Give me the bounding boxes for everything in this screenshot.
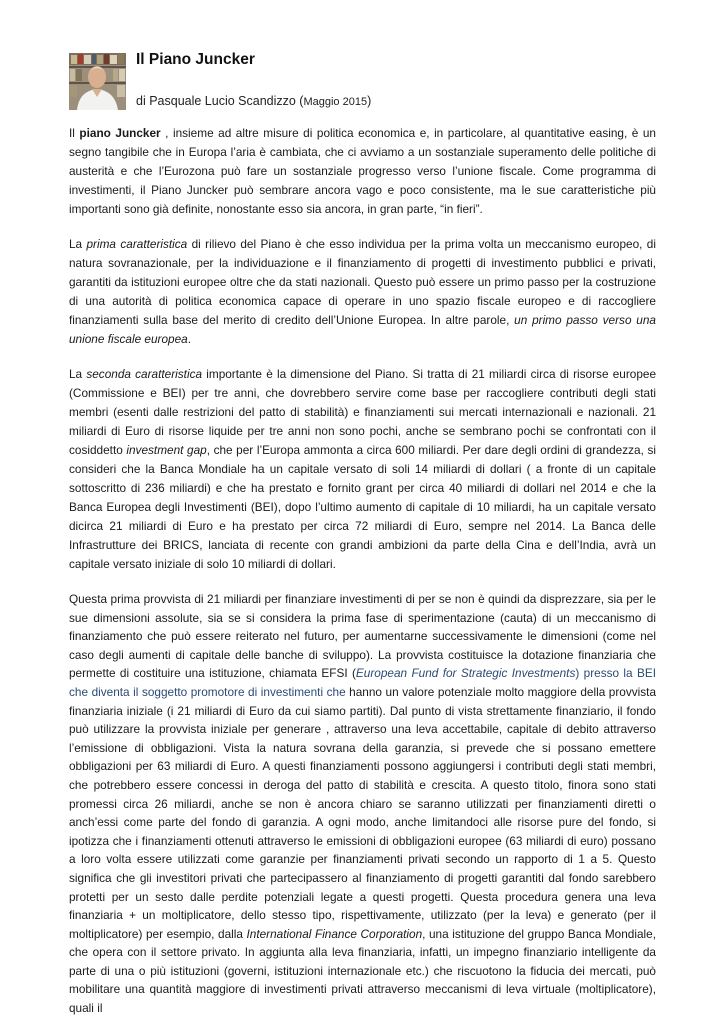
byline-date: Maggio 2015 — [303, 96, 368, 108]
byline-author: di Pasquale Lucio Scandizzo ( — [136, 94, 304, 108]
paragraph-1 — [69, 124, 656, 219]
italic-term: European Fund for Strategic Investments — [355, 666, 576, 681]
italic-term: un primo passo verso una unione fiscale europea — [69, 313, 656, 346]
text-run: . — [187, 332, 191, 346]
text-run: Il — [69, 126, 80, 140]
text-run: , che per l’Europa ammonta a circa 600 miliardi. Per dare degli ordini di grandezza, si consideri che la Banca Mondiale ha un capitale versato di soli 14 miliardi di dollari ( a fronte di un capitale sottoscritto di 236 miliardi) e che ha prestato e fornito grant per circa 40 miliardi di dollari nel 2014 e che la Banca Europea degli Investimenti (BEI), dopo l’ultimo aumento di capitale di 10 miliardi, ha un capitale versato dicirca 21 miliardi di Euro e ha prestato per circa 72 miliardi di Euro, sempre nel 2014. La Banca delle Infrastrutture dei BRICS, lanciata di recente con grandi ambizioni da parte della Cina e dell’India, avrà un capitale versato iniziale di solo 10 miliardi di dollari. — [69, 443, 656, 571]
italic-term: prima caratteristica — [86, 237, 188, 251]
document-title: Il Piano Juncker — [136, 51, 255, 68]
text-run: La — [69, 367, 87, 381]
byline — [136, 94, 371, 108]
italic-term: seconda caratteristica — [86, 367, 203, 381]
author-photo-image — [69, 53, 126, 110]
text-run: Questa prima provvista di 21 miliardi per finanziare investimenti di per se non è quindi da disprezzare, sia per le sue dimensioni assolute, sia se si considera la prima fase di sperimentazione (cauta) di un meccanismo di finanziamento che può essere reiterato nel futuro, per aumentarne successivamente le dimensioni (come nel caso degli aumenti di capitale delle banche di sviluppo). La provvista costituisce la dotazione finanziaria che permette di costituire una istituzione, chiamata EFSI ( — [69, 592, 656, 681]
text-run: di rilievo del Piano è che esso individua per la prima volta un meccanismo europeo, di natura sovranazionale, per la individuazione e il finanziamento di progetti di investimento pubblici e privati, garantiti da istituzioni europee oltre che da stati nazionali. Questo può essere un primo passo per la costruzione di una autorità di politica economica capace di operare in uno spazio fiscale europeo e di raccogliere finanziamenti sulla base del merito di credito dell’Unione Europea. In altre parole, — [69, 237, 656, 327]
text-run: , insieme ad altre misure di politica economica e, in particolare, al quantitative easing, è un segno tangibile che in Europa l’aria è cambiata, che ci avviamo a un sostanziale superamento delle politiche di austerità e che l’Eurozona può fare un sostanziale progresso verso l’unione fiscale. Come programma di investimenti, il Piano Juncker può sembrare ancora vago e poco consistente, ma le sue caratteristiche più importanti sono già definite, nonostante esso sia ancora, in gran parte, “in fieri”. — [69, 126, 656, 216]
text-run: La — [69, 237, 87, 251]
byline-close: ) — [367, 94, 372, 108]
paragraph-3 — [69, 365, 656, 574]
text-run: hanno un valore potenziale molto maggiore della provvista finanziaria iniziale (i 21 miliardi di Euro da cui siamo partiti). Dal punto di vista strettamente finanziario, il fondo può utilizzare la provvista iniziale per generare , attraverso una leva accettabile, capitale di debito attraverso l’emissione di obbligazioni. Vista la natura sovrana della garanzia, si prevede che si possano emettere obbligazioni per 63 miliardi di Euro. A questi finanziamenti possono aggiungersi i contributi degli stati membri, che potrebbero essere concessi in deroga del patto di stabilità e crescita. A questo titolo, finora sono stati promessi circa 26 miliardi, anche se non è ancora chiaro se saranno utilizzati per finanziamenti diretti o anch’essi come parte del fondo di garanzia. A ogni modo, anche limitandoci alle risorse pure del fondo, si ipotizza che i finanziamenti ottenuti attraverso le emissioni di obbligazioni europee (63 miliardi di euro) possano a loro volta essere utilizzati come garanzie per finanziamenti privati secondo un rapporto di 1 a 5. Questo significa che gli investitori privati che partecipassero al finanziamento di progetti garantiti dal fondo sarebbero protetti per un sesto dalle perdite potenziali legate a questi progetti. Questa procedura genera una leva finanziaria + un moltiplicatore, dello stesso tipo, rispettivamente, utilizzato (per la leva) e generato (per il moltiplicatore) per esempio, dalla — [69, 684, 656, 941]
text-run: importante è la dimensione del Piano. Si tratta di 21 miliardi circa di risorse europee (Commissione e BEI) per tre anni, che dovrebbero servire come base per raccogliere contributi degli stati membri (esenti dalle restrizioni del patto di stabilità) e finanziamenti sui mercati internazionali e nazionali. 21 miliardi di Euro di risorse liquide per tre anni non sono pochi, anche se sembrano pochi se confrontati con il cosiddetto — [69, 367, 657, 457]
article-body — [69, 124, 656, 1034]
text-run: ) presso la BEI che diventa il soggetto promotore di investimenti che — [69, 666, 656, 699]
paragraph-4 — [69, 590, 656, 1018]
italic-term: investment gap — [126, 443, 207, 457]
text-run: , una istituzione del gruppo Banca Mondiale, che opera con il settore privato. In aggiunta alla leva finanziaria, infatti, un impegno finanziario intelligente da parte di una o più istituzioni (governi, istituzioni internazionale etc.) che riscuotono la fiducia dei mercati, può mobilitare una quantità maggiore di investimenti privati attraverso meccanismi di leva virtuale (moltiplicatore), quali il — [69, 926, 656, 1016]
author-photo — [69, 53, 126, 110]
italic-term: International Finance Corporation — [246, 926, 423, 941]
paragraph-2 — [69, 235, 656, 349]
bold-term: piano Juncker — [79, 126, 161, 140]
